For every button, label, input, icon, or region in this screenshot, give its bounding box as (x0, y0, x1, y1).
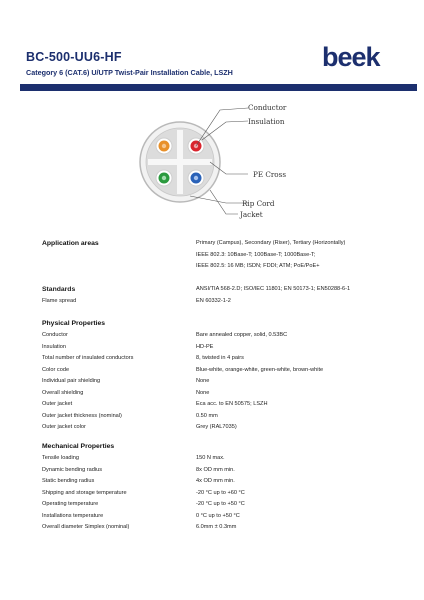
application-areas-section (42, 240, 392, 269)
row-label: Dynamic bending radius (42, 466, 103, 473)
row-label: Outer jacket color (42, 424, 86, 430)
table-row (42, 413, 392, 425)
row-value: Blue-white, orange-white, green-white, brown-white (196, 366, 324, 373)
table-row (42, 355, 392, 367)
row-value: 6.0mm ± 0.3mm (196, 524, 237, 530)
cable-cross-section-diagram (130, 100, 310, 224)
row-value: 150 N max. (196, 455, 225, 461)
row-label: Overall shielding (42, 389, 84, 396)
leader-jacket (210, 190, 238, 214)
pair-orange (156, 138, 172, 154)
row-label: Total number of insulated conductors (42, 355, 134, 361)
row-label: Shipping and storage temperature (42, 489, 127, 496)
row-value: HD-PE (196, 343, 214, 350)
table-row (42, 401, 392, 413)
document-header (0, 0, 424, 92)
row-label: Flame spread (42, 297, 77, 304)
physical-properties-section (42, 320, 392, 436)
pe-cross-horizontal (148, 159, 212, 165)
row-value: Grey (RAL7035) (196, 424, 237, 430)
pair-green (156, 170, 172, 186)
standards-title: Standards (42, 286, 76, 293)
header-divider-bar (20, 84, 417, 91)
application-line: Primary (Campus), Secondary (Riser), Tertiary (Horizontally) (196, 240, 346, 246)
row-label: Color code (42, 366, 70, 373)
row-value: Eca acc. to EN 50575; LSZH (196, 401, 268, 407)
table-row (42, 513, 392, 525)
row-value: 0 °C up to +50 °C (196, 512, 240, 519)
row-value: -20 °C up to +50 °C (196, 501, 245, 507)
standards-value: ANSI/TIA 568-2.D; ISO/IEC 11801; EN 50173-1; EN50288-6-1 (196, 286, 351, 292)
table-row (42, 367, 392, 379)
label-insulation: Insulation (248, 117, 285, 126)
row-value: None (196, 378, 210, 384)
application-line: IEEE 802.5: 16 MB; ISDN; FDDI; ATM; PoE/PoE+ (196, 263, 320, 269)
row-label: Individual pair shielding (42, 378, 101, 384)
mechanical-properties-section (42, 443, 392, 536)
row-label: Conductor (42, 332, 68, 338)
row-value: Bare annealed copper, solid, 0.53BC (196, 332, 288, 338)
label-rip-cord: Rip Cord (242, 199, 275, 208)
row-value: 0.50 mm (196, 412, 218, 419)
row-value: 8x OD mm min. (196, 466, 235, 473)
application-areas-title: Application areas (42, 240, 99, 247)
table-row (42, 298, 392, 310)
row-label: Insulation (42, 343, 66, 350)
row-value: 4x OD mm min. (196, 478, 235, 484)
table-row (42, 478, 392, 490)
table-row (42, 344, 392, 356)
row-label: Outer jacket thickness (nominal) (42, 412, 122, 419)
physical-properties-title: Physical Properties (42, 320, 106, 327)
row-label: Tensile loading (42, 455, 80, 461)
row-label: Static bending radius (42, 478, 95, 484)
table-row (42, 332, 392, 344)
product-code: BC-500-UU6-HF (26, 50, 122, 64)
table-row (42, 467, 392, 479)
table-row (42, 378, 392, 390)
brand-logo: beek (322, 42, 380, 72)
row-value: -20 °C up to +60 °C (196, 489, 245, 496)
row-label: Outer jacket (42, 401, 73, 407)
table-row (42, 524, 392, 536)
label-jacket: Jacket (240, 210, 263, 219)
row-label: Overall diameter Simplex (nominal) (42, 524, 130, 530)
label-pe-cross: PE Cross (253, 170, 287, 179)
pair-blue (188, 170, 204, 186)
mechanical-properties-title: Mechanical Properties (42, 443, 115, 450)
table-row (42, 286, 392, 298)
standards-section (42, 286, 392, 309)
table-row (42, 455, 392, 467)
product-description: Category 6 (CAT.6) U/UTP Twist-Pair Installation Cable, LSZH (26, 68, 233, 77)
table-row (42, 390, 392, 402)
label-conductor: Conductor (248, 103, 287, 112)
table-row (42, 424, 392, 436)
row-label: Operating temperature (42, 501, 99, 507)
row-value: None (196, 389, 210, 396)
table-row (42, 501, 392, 513)
application-line: IEEE 802.3: 10Base-T; 100Base-T; 1000Base-T; (196, 251, 316, 258)
row-value: EN 60332-1-2 (196, 297, 231, 304)
table-row (42, 490, 392, 502)
row-value: 8, twisted in 4 pairs (196, 355, 244, 361)
row-label: Installations temperature (42, 512, 104, 519)
